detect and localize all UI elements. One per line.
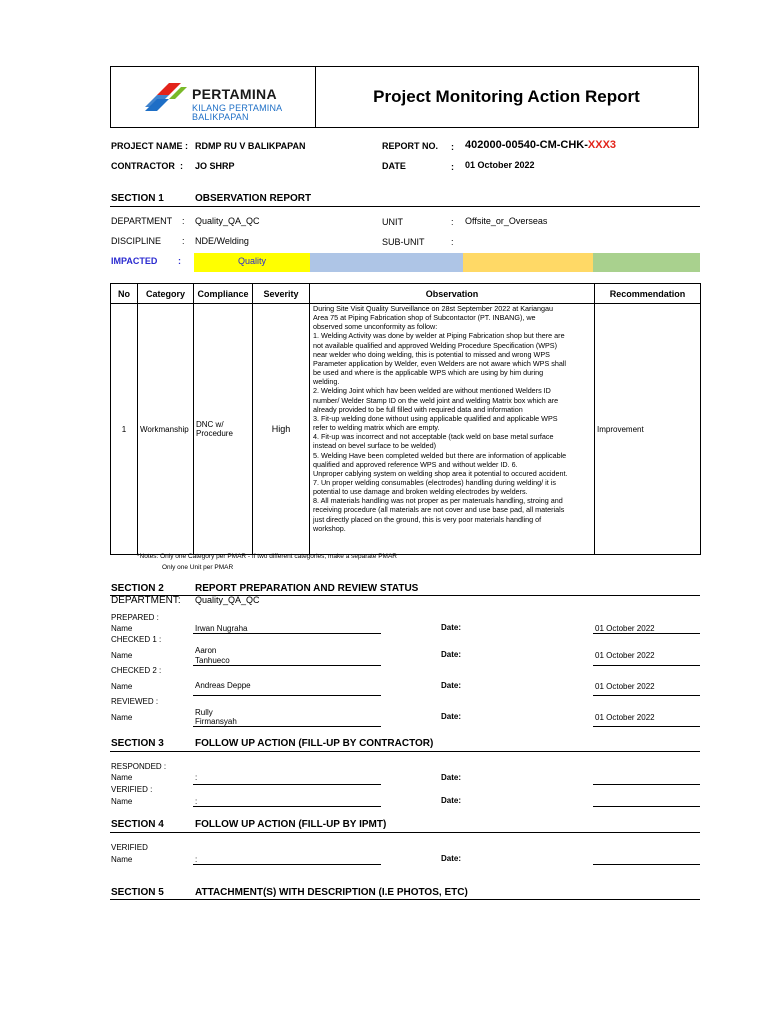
impacted-cell-3 — [463, 253, 593, 272]
subunit-colon: : — [451, 237, 454, 247]
unit-label: UNIT — [382, 217, 403, 227]
section3-title: FOLLOW UP ACTION (FILL-UP BY CONTRACTOR) — [195, 738, 434, 749]
section4-title: FOLLOW UP ACTION (FILL-UP BY IPMT) — [195, 819, 387, 830]
pertamina-logo-icon — [143, 81, 189, 115]
contractor-colon: : — [180, 161, 183, 171]
reviewed-name-label: Name — [111, 713, 133, 722]
project-name-label: PROJECT NAME : — [111, 141, 189, 151]
verified-contractor-date-line[interactable] — [593, 806, 700, 807]
checked1-date-label: Date: — [441, 650, 462, 659]
section1-title: OBSERVATION REPORT — [195, 193, 312, 204]
discipline-label: DISCIPLINE — [111, 236, 162, 246]
table-row — [111, 304, 701, 555]
contractor-label: CONTRACTOR — [111, 161, 175, 171]
checked2-name: Andreas Deppe — [195, 681, 251, 690]
checked1-date-line — [593, 665, 700, 666]
prepared-date-label: Date: — [441, 623, 462, 632]
responded-date-label: Date: — [441, 773, 462, 782]
column-header-observation: Observation — [310, 284, 595, 304]
section4-label: SECTION 4 — [111, 819, 164, 830]
prepared-name-label: Name — [111, 624, 133, 633]
subunit-label: SUB-UNIT — [382, 237, 425, 247]
reviewed-name-line2: Firmansyah — [195, 717, 237, 726]
reviewed-name-line1: Rully — [195, 708, 213, 717]
verified-ipmt-name-label: Name — [111, 855, 133, 864]
table-note-2: Only one Unit per PMAR — [162, 564, 234, 571]
logo-subtitle-line1: KILANG PERTAMINA — [192, 103, 283, 113]
section5-rule — [110, 899, 700, 900]
checked2-label: CHECKED 2 : — [111, 666, 162, 675]
cell-recommendation: Improvement — [595, 304, 701, 555]
logo-subtitle-line2: BALIKPAPAN — [192, 112, 249, 122]
checked2-date: 01 October 2022 — [595, 682, 655, 691]
pertamina-logo — [143, 77, 293, 121]
section3-rule — [110, 751, 700, 752]
date-value: 01 October 2022 — [465, 160, 535, 170]
checked1-date: 01 October 2022 — [595, 651, 655, 660]
contractor-value: JO SHRP — [195, 161, 235, 171]
date-colon: : — [451, 162, 454, 172]
cell-observation: During Site Visit Quality Surveillance on 28st September 2022 at Kariangau Area 75 at Piping Fabrication shop of Subcontactor (PT. INBANG), we observed some unconformity as follow: 1. Welding Activity was done by welder at Piping Fabrication shop but there are not available qualified and approved Welding Procedure Specification (WPS) near welder who doing welding, this is potential to missed and wrong WPS Parameter application by Welder, even Welders are not aware which WPS shall be used and where is the applicable WPS which are using by him during welding. 2. Welding Joint which hav been welded are without mentioned Welders ID number/ Welder Stamp ID on the weld joint and welding Matrix box which are already provided to be full filled with required data and information 3. Fit-up welding done without using applicable qualified and applicable WPS refer to welding matrix which are empty. 4. Fit-up was incorrect and not acceptable (tack weld on base metal surface instead on bevel surface to be welded) 5. Welding Have been completed welded but there are information of applicable qualified and approved reference WPS and without welder ID. 6. Unproper cablying system on welding shop area it potential to occured accident. 7. Un proper welding consumables (electrodes) handling during welding/ it is potential to use damage and broken welding electrodes by welders. 8. All materials handling was not proper as per materuals handling, stroing and receiving procedure (all materials are not cover and use base pad, all materials just directly placed on the ground, this is very poor materials handling of workshop. — [310, 304, 595, 555]
impacted-label: IMPACTED — [111, 256, 158, 266]
section1-rule — [110, 206, 700, 207]
verified-contractor-date-label: Date: — [441, 796, 462, 805]
verified-ipmt-date-label: Date: — [441, 854, 462, 863]
verified-ipmt-name-line[interactable] — [193, 864, 381, 865]
reviewed-name-line — [193, 726, 381, 727]
responded-name-label: Name — [111, 773, 133, 782]
report-no-colon: : — [451, 142, 454, 152]
section2-department-label: DEPARTMENT: — [111, 595, 181, 606]
cell-no: 1 — [111, 304, 138, 555]
unit-colon: : — [451, 217, 454, 227]
column-header-compliance: Compliance — [194, 284, 253, 304]
column-header-recommendation: Recommendation — [595, 284, 701, 304]
column-header-no: No — [111, 284, 138, 304]
prepared-date: 01 October 2022 — [595, 624, 655, 633]
verified-contractor-name-label: Name — [111, 797, 133, 806]
verified-ipmt-colon: : — [195, 855, 198, 864]
verified-ipmt-label: VERIFIED — [111, 843, 148, 852]
verified-ipmt-date-line[interactable] — [593, 864, 700, 865]
impacted-value: Quality — [237, 256, 266, 266]
impacted-label-cell — [110, 253, 194, 272]
verified-contractor-name-line[interactable] — [193, 806, 381, 807]
responded-name-line[interactable] — [193, 784, 381, 785]
observation-table — [110, 283, 701, 555]
department-colon: : — [182, 216, 185, 226]
reviewed-date-label: Date: — [441, 712, 462, 721]
responded-date-line[interactable] — [593, 784, 700, 785]
column-header-severity: Severity — [253, 284, 310, 304]
table-header-row — [111, 284, 701, 304]
impacted-cell-4 — [593, 253, 700, 272]
reviewed-label: REVIEWED : — [111, 697, 159, 706]
verified-contractor-colon: : — [195, 797, 198, 806]
checked2-name-label: Name — [111, 682, 133, 691]
date-label: DATE — [382, 161, 406, 171]
section1-label: SECTION 1 — [111, 193, 164, 204]
section5-label: SECTION 5 — [111, 887, 164, 898]
report-no-label: REPORT NO. — [382, 141, 439, 151]
checked2-date-line — [593, 695, 700, 696]
checked1-name-line2: Tanhueco — [195, 656, 230, 665]
cell-compliance: DNC w/ Procedure — [194, 304, 253, 555]
section2-department-value: Quality_QA_QC — [195, 595, 260, 605]
impacted-cell-2 — [310, 253, 463, 272]
prepared-label: PREPARED : — [111, 613, 159, 622]
department-label: DEPARTMENT — [111, 216, 173, 226]
checked2-name-line — [193, 695, 381, 696]
logo-wordmark: PERTAMINA — [192, 86, 277, 102]
checked2-date-label: Date: — [441, 681, 462, 690]
cell-severity: High — [253, 304, 310, 555]
report-no-value: 402000-00540-CM-CHK-XXX3 — [465, 139, 617, 151]
verified-contractor-label: VERIFIED : — [111, 785, 153, 794]
impacted-quality-cell — [194, 253, 310, 272]
reviewed-date-line — [593, 726, 700, 727]
prepared-name: Irwan Nugraha — [195, 624, 248, 633]
checked1-label: CHECKED 1 : — [111, 635, 162, 644]
responded-label: RESPONDED : — [111, 762, 167, 771]
impacted-colon: : — [178, 256, 181, 266]
responded-colon: : — [195, 773, 198, 782]
section2-title: REPORT PREPARATION AND REVIEW STATUS — [195, 583, 419, 594]
section4-rule — [110, 832, 700, 833]
column-header-category: Category — [138, 284, 194, 304]
checked1-name-line1: Aaron — [195, 646, 217, 655]
section5-title: ATTACHMENT(S) WITH DESCRIPTION (I.E PHOTOS, ETC) — [195, 887, 468, 898]
discipline-colon: : — [182, 236, 185, 246]
project-name-value: RDMP RU V BALIKPAPAN — [195, 141, 306, 151]
checked1-name-label: Name — [111, 651, 133, 660]
section2-label: SECTION 2 — [111, 583, 164, 594]
table-note-1: *Notes: Only one Category per PMAR - If two different categories, make a separate PMAR — [137, 553, 397, 560]
discipline-value: NDE/Welding — [195, 236, 249, 246]
report-header — [110, 66, 699, 128]
prepared-date-line — [593, 633, 700, 634]
reviewed-date: 01 October 2022 — [595, 713, 655, 722]
checked1-name-line — [193, 665, 381, 666]
prepared-name-line — [193, 633, 381, 634]
unit-value: Offsite_or_Overseas — [465, 216, 548, 226]
cell-category: Workmanship — [138, 304, 194, 555]
section3-label: SECTION 3 — [111, 738, 164, 749]
page-title: Project Monitoring Action Report — [373, 87, 640, 106]
department-value: Quality_QA_QC — [195, 216, 260, 226]
